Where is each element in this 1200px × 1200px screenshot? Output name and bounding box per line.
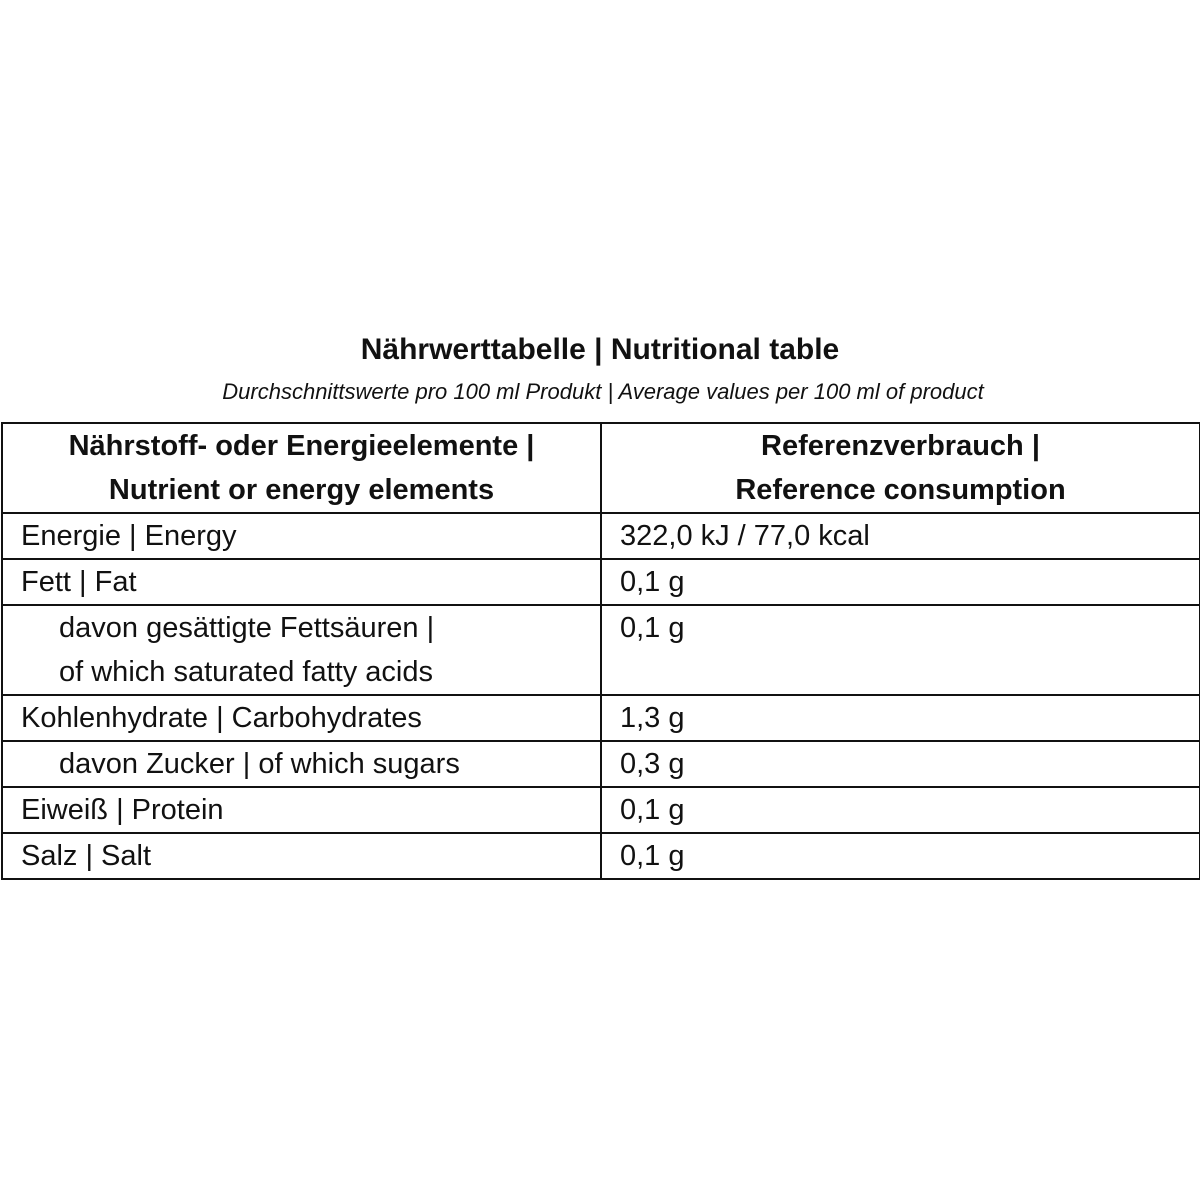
row-label [2,833,601,879]
row-label-line: Energie | Energy [21,520,237,552]
column-header-line: Nutrient or energy elements [108,474,495,506]
column-header-line: Nährstoff- oder Energieelemente | [68,430,535,462]
row-label [2,605,601,695]
row-label [2,741,601,787]
row-label-line: Fett | Fat [21,566,137,598]
table-row [2,559,1200,605]
table-row [2,833,1200,879]
column-header-line: Reference consumption [735,474,1066,506]
row-value: 0,1 g [601,605,1200,695]
row-label-line: davon gesättigte Fettsäuren | [59,612,435,644]
table-row [2,741,1200,787]
row-value: 1,3 g [601,695,1200,741]
nutrition-table [1,422,1200,880]
row-label [2,559,601,605]
page-subtitle: Durchschnittswerte pro 100 ml Produkt | Average values per 100 ml of product [222,379,984,404]
table-row [2,605,1200,695]
row-label-line: Eiweiß | Protein [21,794,224,826]
row-value: 0,1 g [601,833,1200,879]
row-value: 0,1 g [601,559,1200,605]
table-row [2,695,1200,741]
row-label [2,695,601,741]
row-value: 0,3 g [601,741,1200,787]
row-label-line: of which saturated fatty acids [59,656,433,688]
table-row [2,787,1200,833]
column-header-reference [601,423,1200,513]
table-header-row [2,423,1200,513]
column-header-line: Referenzverbrauch | [761,430,1040,462]
column-header-nutrient [2,423,601,513]
page-title: Nährwerttabelle | Nutritional table [360,333,840,366]
row-label-line: Kohlenhydrate | Carbohydrates [21,702,422,734]
row-label [2,513,601,559]
row-label-line: Salz | Salt [21,840,152,872]
row-label [2,787,601,833]
row-value: 0,1 g [601,787,1200,833]
table-row [2,513,1200,559]
row-value: 322,0 kJ / 77,0 kcal [601,513,1200,559]
row-label-line: davon Zucker | of which sugars [59,748,460,780]
